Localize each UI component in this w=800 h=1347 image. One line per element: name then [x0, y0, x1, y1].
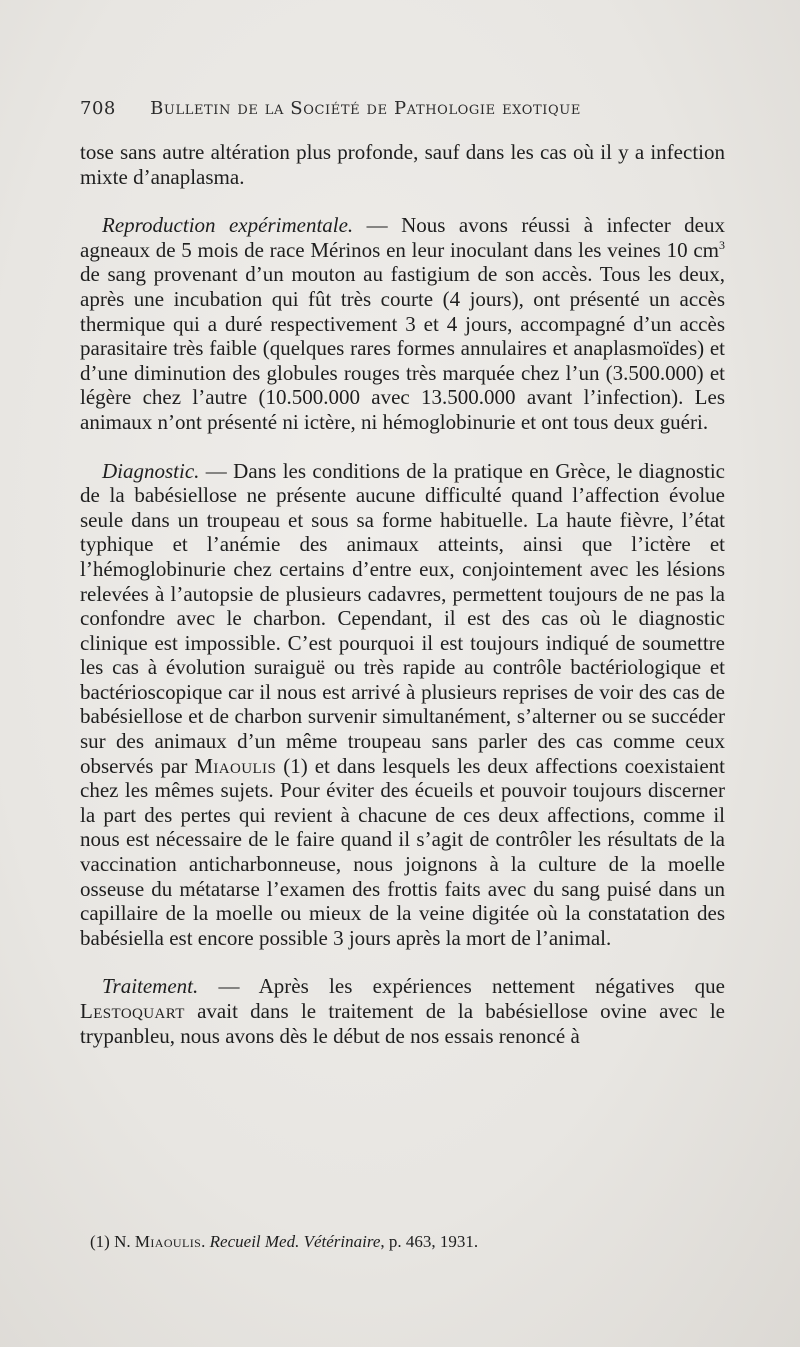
paragraph-text: — Nous avons réussi à infecter deux agneaux de 5 mois de race Mérinos en leur inoculant dans les veines 10 cm [80, 213, 725, 262]
author-name: Lestoquart [80, 999, 185, 1023]
footnote-rest: , p. 463, 1931. [380, 1232, 479, 1251]
footnote-journal: Recueil Med. Vétérinaire [209, 1232, 381, 1251]
paragraph-text: avait dans le traitement de la babésiellose ovine avec le trypanbleu, nous avons dès le début de nos essais renoncé à [80, 999, 725, 1048]
footnote-sep: . [201, 1232, 210, 1251]
paragraph-text: — Dans les conditions de la pratique en Grèce, le diagnostic de la babésiellose ne présente aucune difficulté quand l’affection évolue seule dans un troupeau et sous sa forme habituelle. La haute fièvre, l’état typhique et l’anémie des animaux atteints, ainsi que l’ictère et l’hémoglobinurie chez certains d’entre eux, conjointement avec les lésions relevées à l’autopsie de plusieurs cadavres, permettent toujours de ne pas la confondre avec le charbon. Cependant, il est des cas où le diagnostic clinique est impossible. C’est pourquoi il est toujours indiqué de soumettre les cas à évolution suraiguë ou très rapide au contrôle bactériologique et bactérioscopique car il nous est arrivé à plusieurs reprises de voir des cas de babésiellose et de charbon survenir simultanément, s’alterner ou se succéder sur des animaux d’un même troupeau sans parler des cas comme ceux observés par [80, 458, 725, 778]
article-body [80, 140, 725, 1048]
paragraph-text: tose sans autre altération plus profonde, sauf dans les cas où il y a infection mixte d’anaplasma. [80, 140, 725, 189]
page-number: 708 [80, 98, 116, 119]
section-heading-diagnostic: Diagnostic. [102, 458, 200, 483]
paragraph-reproduction [80, 213, 725, 434]
paragraph-text: (1) et dans lesquels les deux affections coexistaient chez les mêmes sujets. Pour éviter des écueils et pouvoir toujours discerner la part des pertes qui revient à chacune de ces deux affections, comme il nous est nécessaire de le faire quand il s’agit de contrôler les résultats de la vaccination anticharbonneuse, nous joignons à la culture de la moelle osseuse du métatarse l’examen des frottis faits avec du sang puisé dans un capillaire de la moelle ou mieux de la veine digitée où la constatation des babésiella est encore possible 3 jours après la mort de l’animal. [80, 753, 725, 950]
section-heading-reproduction: Reproduction expérimentale. [102, 213, 354, 238]
paragraph-diagnostic [80, 459, 725, 951]
page-header [80, 98, 740, 119]
paragraph-text: de sang provenant d’un mouton au fastigium de son accès. Tous les deux, après une incubation qui fût très courte (4 jours), ont présenté un accès thermique qui a duré respectivement 3 et 4 jours, accompagné d’un accès parasitaire très faible (quelques rares formes annulaires et anaplasmoïdes) et d’une diminution des globules rouges très marquée chez l’un (3.500.000) et légère chez l’autre (10.500.000 avec 13.500.000 avant l’infection). Les animaux n’ont présenté ni ictère, ni hémoglobinurie et ont tous deux guéri. [80, 262, 725, 434]
section-heading-traitement: Traitement. [102, 974, 199, 999]
paragraph-traitement [80, 974, 725, 1048]
author-name: Miaoulis [194, 753, 277, 778]
running-title: Bulletin de la Société de Pathologie exotique [150, 98, 581, 119]
footnote-marker: (1) N. [90, 1232, 135, 1251]
footnote-author: Miaoulis [134, 1232, 202, 1251]
paragraph-continued [80, 140, 725, 189]
paragraph-text: — Après les expériences nettement négatives que [198, 974, 725, 999]
footnote [90, 1232, 730, 1252]
superscript: 3 [719, 237, 725, 252]
